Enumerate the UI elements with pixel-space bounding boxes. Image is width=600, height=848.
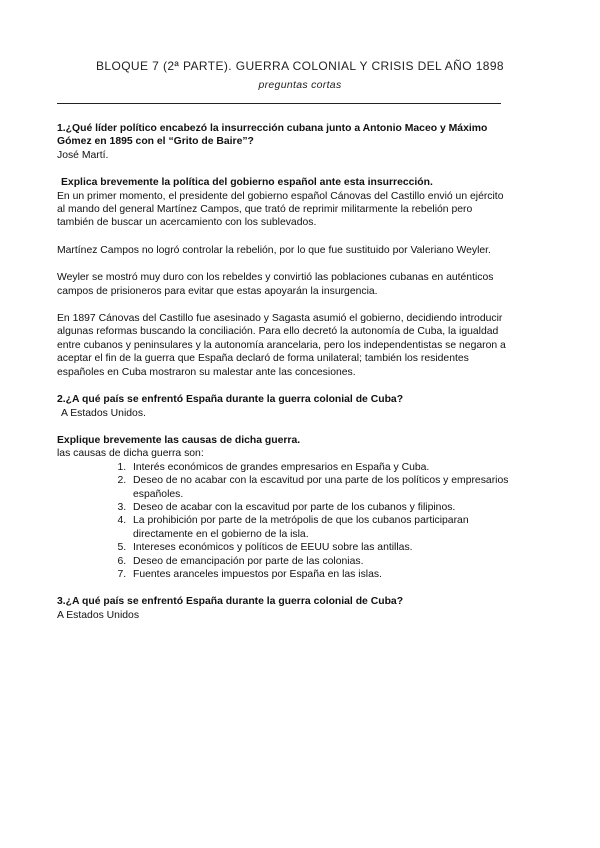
list-item: 5. Intereses económicos y políticos de EEUU sobre las antillas. xyxy=(129,541,509,554)
causes-list xyxy=(57,461,509,582)
horizontal-rule xyxy=(57,103,501,104)
question-2b: Explique brevemente las causas de dicha guerra. xyxy=(57,434,301,446)
list-item: 7. Fuentes aranceles impuestos por España en las islas. xyxy=(129,568,509,581)
answer-1b-paragraph-4: En 1897 Cánovas del Castillo fue asesinado y Sagasta asumió el gobierno, decidiendo introducir algunas reformas buscando la conciliación. Para ello decretó la autonomía de Cuba, la igualdad entre cubanos y peninsulares y la autonomía arancelaria, pero los independentistas se negaron a aceptar el fin de la guerra que España declaró de forma unilateral; también los residentes españoles en Cuba mostraron su malestar ante las concesiones. xyxy=(57,313,506,378)
answer-1b-paragraph-2: Martínez Campos no logró controlar la rebelión, por lo que fue sustituido por Valeriano Weyler. xyxy=(57,244,491,256)
list-item: 4. La prohibición por parte de la metrópolis de que los cubanos participaran directamente en el gobierno de la isla. xyxy=(129,514,509,541)
question-1b: Explica brevemente la política del gobierno español ante esta insurrección. xyxy=(61,177,433,189)
list-item: 3. Deseo de acabar con la escavitud por parte de los cubanos y filipinos. xyxy=(129,501,509,514)
answer-1: José Martí. xyxy=(57,149,109,161)
list-item: 2. Deseo de no acabar con la escavitud por una parte de los políticos y empresarios españoles. xyxy=(129,474,509,501)
question-2: 2.¿A qué país se enfrentó España durante la guerra colonial de Cuba? xyxy=(57,394,404,406)
list-item: 6. Deseo de emancipación por parte de las colonias. xyxy=(129,555,509,568)
answer-1b-paragraph-1: En un primer momento, el presidente del gobierno español Cánovas del Castillo envió un ejército al mando del general Martínez Campos, que trató de reprimir militarmente la rebelión pero también de buscar un acercamiento con los sublevados. xyxy=(57,190,504,229)
answer-2: A Estados Unidos. xyxy=(61,407,146,419)
question-1: 1.¿Qué líder político encabezó la insurrección cubana junto a Antonio Maceo y Máximo Gómez en 1895 con el “Grito de Baire”? xyxy=(57,123,488,148)
answer-1b-paragraph-3: Weyler se mostró muy duro con los rebeldes y convirtió las poblaciones cubanas en auténticos campos de prisioneros para evitar que estas apoyarán la insurgencia. xyxy=(57,272,494,297)
answer-3: A Estados Unidos xyxy=(57,609,140,621)
causes-intro: las causas de dicha guerra son: xyxy=(57,448,204,460)
document-body xyxy=(57,122,509,622)
list-item: 1. Interés económicos de grandes empresarios en España y Cuba. xyxy=(129,461,509,474)
document-subtitle: preguntas cortas xyxy=(258,79,342,91)
question-3: 3.¿A qué país se enfrentó España durante la guerra colonial de Cuba? xyxy=(57,596,404,608)
document-title: BLOQUE 7 (2ª PARTE). GUERRA COLONIAL Y CRISIS DEL AÑO 1898 xyxy=(95,59,504,73)
